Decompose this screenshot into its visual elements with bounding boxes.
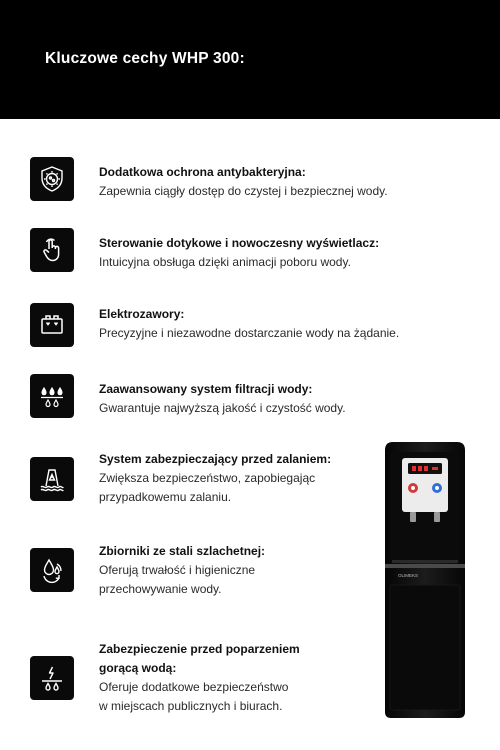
water-dispenser-image bbox=[382, 440, 468, 720]
solenoid-valve-icon bbox=[30, 303, 74, 347]
feature-title-line1: Zabezpieczenie przed poparzeniem bbox=[99, 642, 300, 656]
feature-desc: Precyzyjne i niezawodne dostarczanie wody na żądanie. bbox=[99, 326, 400, 340]
feature-desc-line1: Zwiększa bezpieczeństwo, zapobiegając bbox=[99, 471, 316, 485]
feature-title: Elektrozawory: bbox=[99, 307, 185, 321]
feature-desc-line1: Oferują trwałość i higieniczne bbox=[99, 563, 256, 577]
feature-desc-line2: przypadkowemu zalaniu. bbox=[99, 490, 232, 504]
feature-title-line2: gorącą wodą: bbox=[99, 661, 177, 675]
feature-desc: Gwarantuje najwyższą jakość i czystość wody. bbox=[99, 401, 346, 415]
steel-tank-icon bbox=[30, 548, 74, 592]
feature-desc-line2: przechowywanie wody. bbox=[99, 582, 222, 596]
touch-hand-icon bbox=[30, 228, 74, 272]
feature-title: System zabezpieczający przed zalaniem: bbox=[99, 452, 332, 466]
feature-desc-line2: w miejscach publicznych i biurach. bbox=[99, 699, 283, 713]
feature-title: Zaawansowany system filtracji wody: bbox=[99, 382, 313, 396]
water-drops-icon bbox=[30, 374, 74, 418]
feature-desc: Zapewnia ciągły dostęp do czystej i bezpiecznej wody. bbox=[99, 184, 388, 198]
page-title: Kluczowe cechy WHP 300: bbox=[45, 50, 245, 67]
feature-title: Dodatkowa ochrona antybakteryjna: bbox=[99, 165, 306, 179]
feature-desc: Intuicyjna obsługa dzięki animacji poboru wody. bbox=[99, 255, 351, 269]
flood-protection-icon bbox=[30, 457, 74, 501]
brand-label: OLIMEKS bbox=[398, 573, 419, 578]
feature-title: Zbiorniki ze stali szlachetnej: bbox=[99, 544, 266, 558]
antibacterial-shield-icon bbox=[30, 157, 74, 201]
burn-protection-icon bbox=[30, 656, 74, 700]
header-banner bbox=[0, 0, 500, 119]
feature-title: Sterowanie dotykowe i nowoczesny wyświetlacz: bbox=[99, 236, 380, 250]
feature-desc-line1: Oferuje dodatkowe bezpieczeństwo bbox=[99, 680, 289, 694]
